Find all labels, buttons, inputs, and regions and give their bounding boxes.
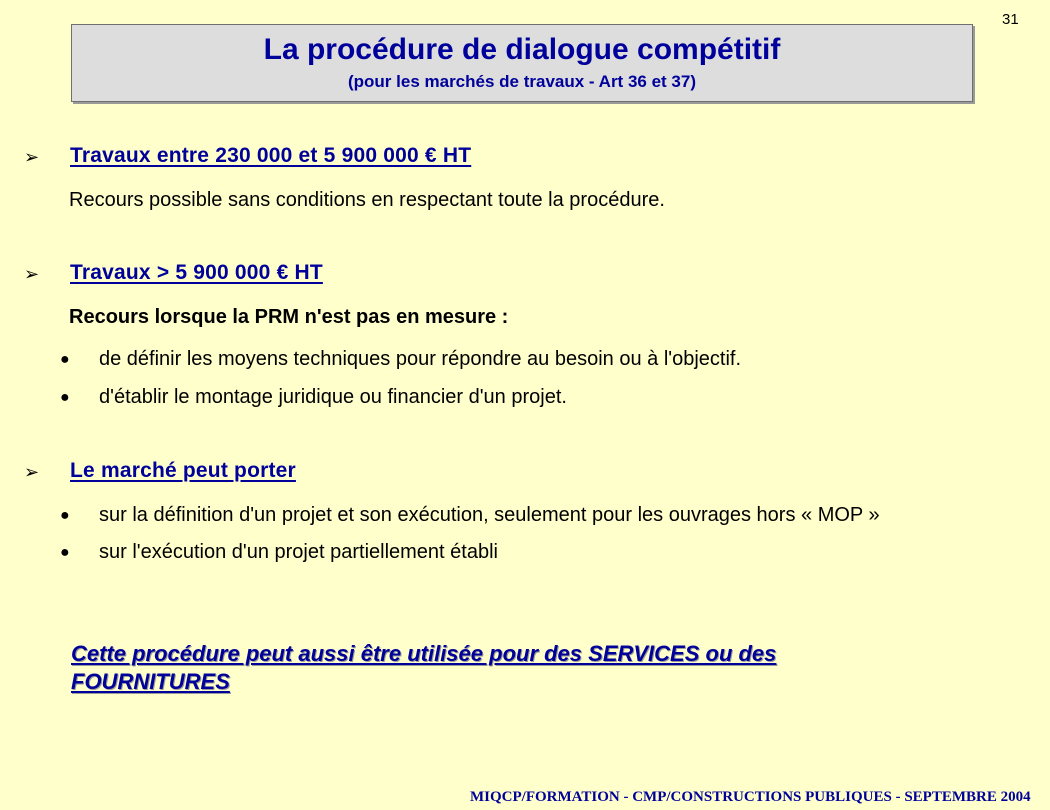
arrow-bullet-icon: ➢ (24, 462, 40, 482)
note-callout (71, 640, 991, 696)
list-item: d'établir le montage juridique ou financier d'un projet. (99, 386, 567, 408)
note-line: FOURNITURES (71, 669, 230, 694)
page-title: La procédure de dialogue compétitif (263, 33, 781, 66)
note-line: Cette procédure peut aussi être utilisée pour des SERVICES ou des (71, 641, 777, 666)
section-text: Recours possible sans conditions en respectant toute la procédure. (69, 189, 665, 211)
dot-bullet-icon: ● (60, 544, 70, 561)
dot-bullet-icon: ● (60, 351, 70, 368)
arrow-bullet-icon: ➢ (24, 264, 40, 284)
dot-bullet-icon: ● (60, 389, 70, 406)
page-number: 31 (1002, 11, 1019, 28)
list-item: sur l'exécution d'un projet partiellement établi (99, 541, 498, 563)
section-heading: Travaux > 5 900 000 € HT (70, 261, 323, 284)
section-heading: Le marché peut porter (70, 459, 296, 482)
arrow-bullet-icon: ➢ (24, 147, 40, 167)
list-item: de définir les moyens techniques pour répondre au besoin ou à l'objectif. (99, 348, 742, 370)
title-box (71, 24, 973, 102)
footer: MIQCP/FORMATION - CMP/CONSTRUCTIONS PUBLIQUES - SEPTEMBRE 2004 (470, 789, 1031, 805)
section-text: Recours lorsque la PRM n'est pas en mesure : (69, 306, 509, 328)
page-subtitle: (pour les marchés de travaux - Art 36 et 37) (347, 72, 696, 91)
section-heading: Travaux entre 230 000 et 5 900 000 € HT (70, 144, 472, 167)
dot-bullet-icon: ● (60, 507, 70, 524)
list-item: sur la définition d'un projet et son exécution, seulement pour les ouvrages hors « MOP » (99, 504, 880, 526)
